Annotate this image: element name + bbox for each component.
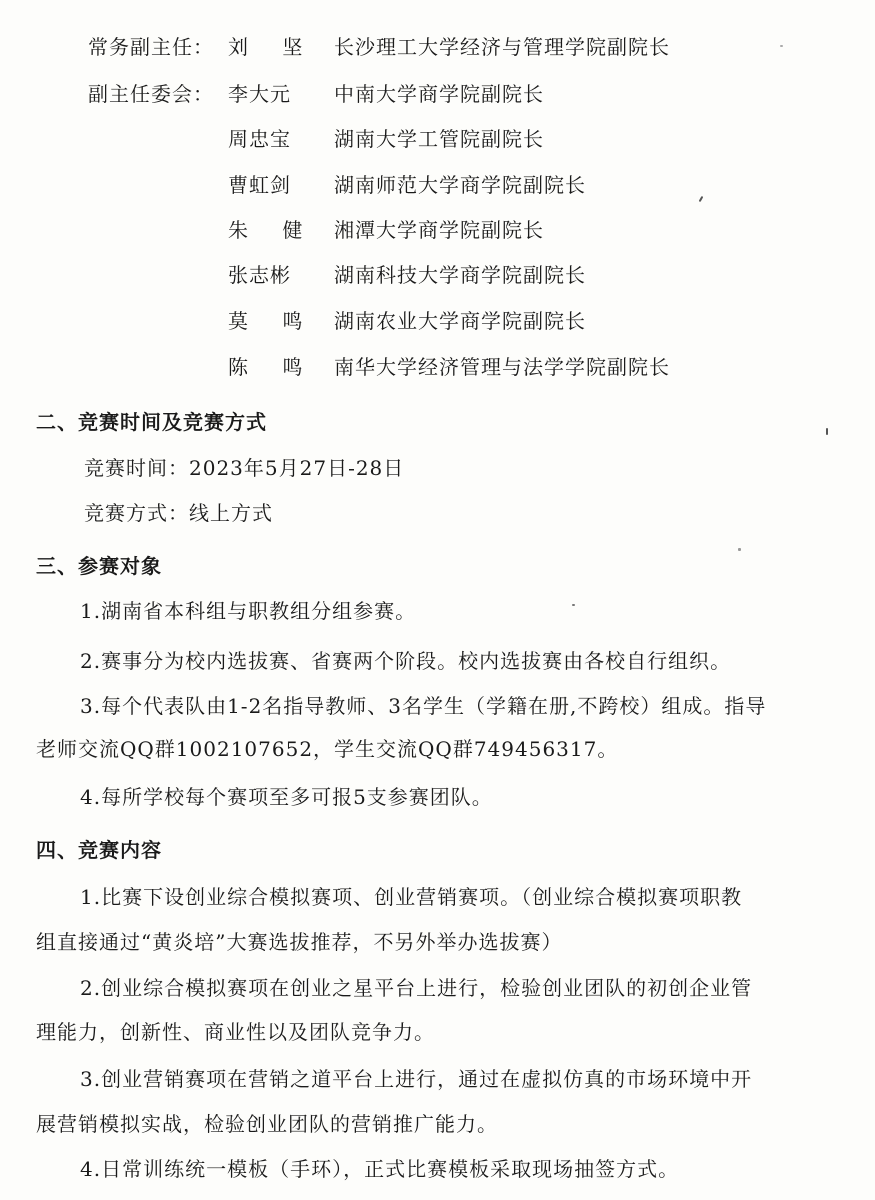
committee-name: 陈 鸣 [228,355,317,379]
list-item: 1.湖南省本科组与职教组分组参赛。 [80,599,417,623]
committee-org: 长沙理工大学经济与管理学院副院长 [334,35,670,59]
list-item-continuation: 展营销模拟实战，检验创业团队的营销推广能力。 [36,1112,498,1136]
list-item: 3.创业营销赛项在营销之道平台上进行，通过在虚拟仿真的市场环境中开 [80,1067,753,1091]
committee-name: 朱 健 [228,218,317,242]
committee-org: 湖南农业大学商学院副院长 [334,309,586,333]
scan-speck [699,196,704,202]
section-heading: 四、竞赛内容 [36,838,162,862]
list-item: 4.每所学校每个赛项至多可报5支参赛团队。 [80,785,493,809]
competition-time: 竞赛时间：2023年5月27日-28日 [84,456,405,480]
list-item-continuation: 理能力，创新性、商业性以及团队竞争力。 [36,1020,435,1044]
list-item: 2.创业综合模拟赛项在创业之星平台上进行，检验创业团队的初创企业管 [80,976,753,1000]
list-item-continuation: 老师交流QQ群1002107652，学生交流QQ群749456317。 [36,737,619,761]
committee-role: 常务副主任： [88,35,214,59]
scan-speck [738,548,741,551]
section-heading: 二、竞赛时间及竞赛方式 [36,410,267,434]
committee-role: 副主任委会： [88,82,214,106]
list-item: 3.每个代表队由1-2名指导教师、3名学生（学籍在册,不跨校）组成。指导 [80,694,767,718]
competition-method: 竞赛方式：线上方式 [84,501,273,525]
list-item: 4.日常训练统一模板（手环），正式比赛模板采取现场抽签方式。 [80,1157,680,1181]
section-heading: 三、参赛对象 [36,554,162,578]
committee-org: 南华大学经济管理与法学学院副院长 [334,355,670,379]
committee-name: 李大元 [228,82,291,106]
committee-name: 张志彬 [228,263,291,287]
committee-name: 刘 坚 [228,35,317,59]
list-item-continuation: 组直接通过“黄炎培”大赛选拔推荐，不另外举办选拔赛） [36,930,563,954]
committee-org: 中南大学商学院副院长 [334,82,544,106]
scan-speck [780,45,783,47]
scan-speck [572,604,575,606]
scan-speck [826,428,828,435]
committee-org: 湖南大学工管院副院长 [334,127,544,151]
list-item: 2.赛事分为校内选拔赛、省赛两个阶段。校内选拔赛由各校自行组织。 [80,649,732,673]
committee-name: 莫 鸣 [228,309,317,333]
committee-name: 周忠宝 [228,127,291,151]
committee-org: 湖南科技大学商学院副院长 [334,263,586,287]
committee-org: 湖南师范大学商学院副院长 [334,173,586,197]
list-item: 1.比赛下设创业综合模拟赛项、创业营销赛项。（创业综合模拟赛项职教 [80,885,743,909]
committee-org: 湘潭大学商学院副院长 [334,218,544,242]
committee-name: 曹虹剑 [228,173,291,197]
